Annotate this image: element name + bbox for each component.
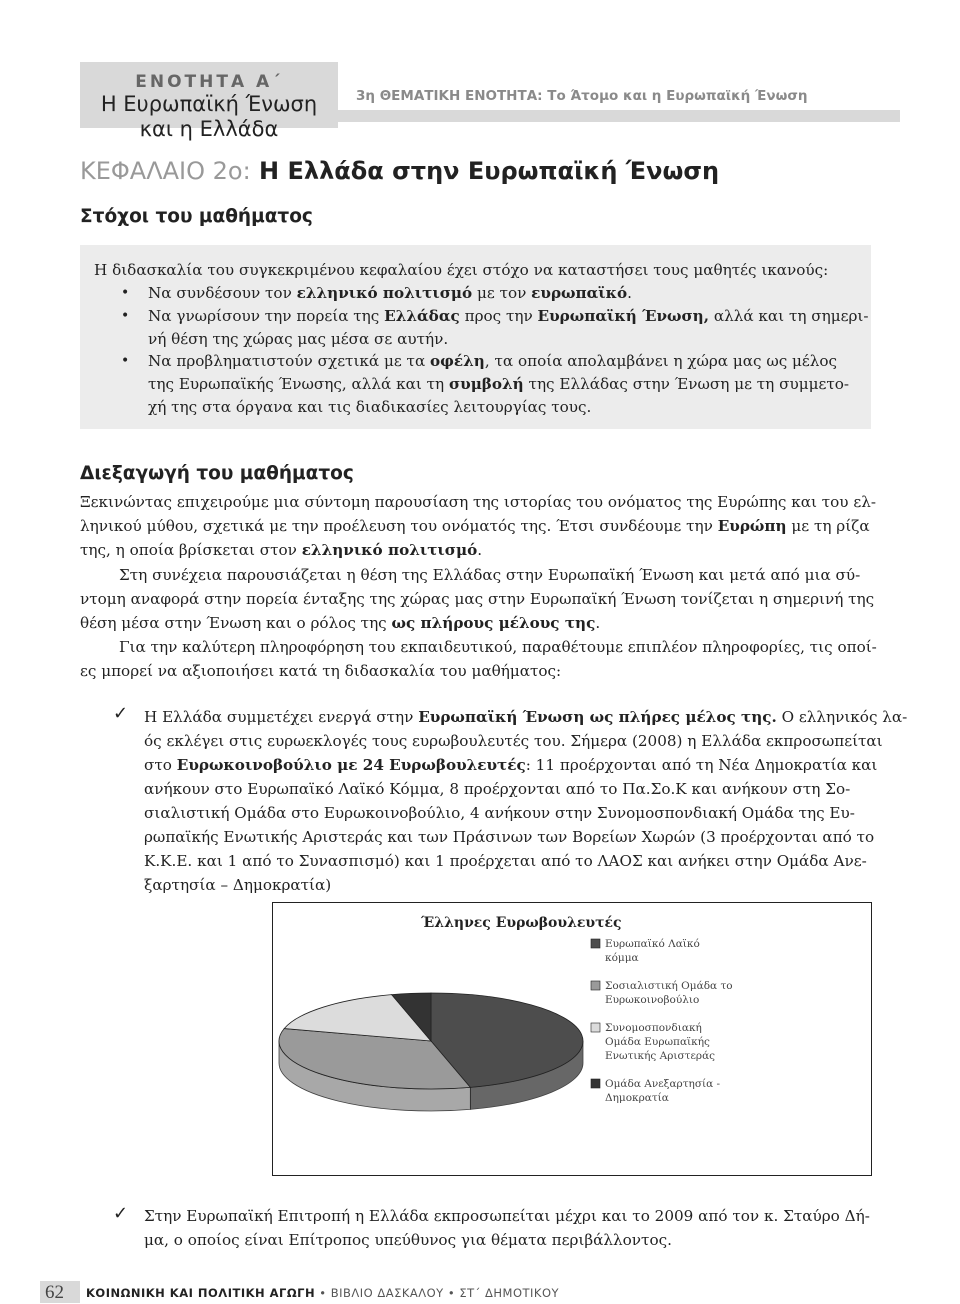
- legend-label-2: Ενωτικής Αριστεράς: [605, 1050, 716, 1062]
- conduct-p1-l3: της, η οποία βρίσκεται στον ελληνικό πολιτισμό.: [80, 541, 483, 559]
- conduct-p1-l2: ληνικού μύθου, σχετικά με την προέλευση του ονόματός της. Έτσι συνδέουμε την Ευρώπη με τη ρίζα: [80, 517, 870, 535]
- check1-l2: ός εκλέγει στις ευρωεκλογές τους ευρωβουλευτές του. Σήμερα (2008) η Ελλάδα εκπροσωπείται: [144, 732, 883, 750]
- check1-l6: ρωπαϊκής Ενωτικής Αριστεράς και των Πράσινων των Βορείων Χωρών (3 προέρχονται από το: [144, 828, 875, 846]
- legend-label-0: κόμμα: [605, 952, 639, 964]
- objective-2: Να γνωρίσουν την πορεία της Ελλάδας προς την Ευρωπαϊκή Ένωση, αλλά και τη σημερι-: [148, 307, 869, 325]
- footer-text: ΚΟΙΝΩΝΙΚΗ ΚΑΙ ΠΟΛΙΤΙΚΗ ΑΓΩΓΗ • ΒΙΒΛΙΟ ΔΑΣΚΑΛΟΥ • ΣΤ΄ ΔΗΜΟΤΙΚΟΥ: [86, 1286, 560, 1300]
- pie-chart: [272, 902, 872, 1176]
- legend-label-2: Συνομοσπονδιακή: [605, 1022, 702, 1034]
- chapter-prefix: ΚΕΦΑΛΑΙΟ 2ο:: [80, 157, 251, 185]
- legend-label-3: Ομάδα Ανεξαρτησία -: [605, 1078, 721, 1090]
- checkmark-icon: ✓: [113, 703, 129, 724]
- chapter-title-text: Η Ελλάδα στην Ευρωπαϊκή Ένωση: [250, 157, 720, 185]
- page-number: 62: [45, 1282, 64, 1303]
- objective-3-cont2: χή της στα όργανα και τις διαδικασίες λειτουργίας τους.: [148, 398, 592, 416]
- check1-l5: σιαλιστική Ομάδα στο Ευρωκοινοβούλιο, 4 ανήκουν στην Συνομοσπονδιακή Ομάδα της Ευ-: [144, 804, 855, 822]
- check1-l7: Κ.Κ.Ε. και 1 από το Συνασπισμό) και 1 προέρχεται από το ΛΑΟΣ και ανήκει στην Ομάδα Ανε-: [144, 852, 867, 870]
- objective-3: Να προβληματιστούν σχετικά με τα οφέλη, τα οποία απολαμβάνει η χώρα μας ως μέλος: [148, 352, 838, 370]
- objective-2-cont: νή θέση της χώρας μας μέσα σε αυτήν.: [148, 330, 449, 348]
- conduct-heading: Διεξαγωγή του μαθήματος: [80, 463, 354, 484]
- chapter-title: [80, 157, 719, 185]
- conduct-p3-l1: Για την καλύτερη πληροφόρηση του εκπαιδευτικού, παραθέτουμε επιπλέον πληροφορίες, τις οποί-: [119, 638, 877, 656]
- section-header: 3η ΘΕΜΑΤΙΚΗ ΕΝΟΤΗΤΑ: Το Άτομο και η Ευρωπαϊκή Ένωση: [356, 88, 808, 104]
- bullet-icon: •: [121, 285, 130, 301]
- check1-l4: ανήκουν στο Ευρωπαϊκό Λαϊκό Κόμμα, 8 προέρχονται από το Πα.Σο.Κ και ανήκουν στη Σο-: [144, 780, 851, 798]
- legend-label-0: Ευρωπαϊκό Λαϊκό: [605, 938, 700, 950]
- legend-label-1: Σοσιαλιστική Ομάδα το: [605, 980, 733, 992]
- conduct-p2-l1: Στη συνέχεια παρουσιάζεται η θέση της Ελλάδας στην Ευρωπαϊκή Ένωση και μετά από μια σύ-: [119, 566, 861, 584]
- unit-label: ΕΝΟΤΗΤΑ Α΄: [135, 72, 283, 92]
- conduct-p2-l3: θέση μέσα στην Ένωση και ο ρόλος της ως πλήρους μέλους της.: [80, 614, 601, 632]
- bullet-icon: •: [121, 308, 130, 324]
- conduct-p3-l2: ες μπορεί να αξιοποιήσει κατά τη διδασκαλία του μαθήματος:: [80, 662, 562, 680]
- legend-swatch-2: [591, 1023, 600, 1032]
- check1-l3: στο Ευρωκοινοβούλιο με 24 Ευρωβουλευτές: 11 προέρχονται από τη Νέα Δημοκρατία και: [144, 756, 878, 774]
- check2-l2: μα, ο οποίος είναι Επίτροπος υπεύθυνος για θέματα περιβάλλοντος.: [144, 1231, 672, 1249]
- unit-title-line2: και η Ελλάδα: [139, 117, 279, 141]
- legend-swatch-0: [591, 939, 600, 948]
- check1-l8: ξαρτησία – Δημοκρατία): [144, 876, 332, 894]
- legend-label-3: Δημοκρατία: [605, 1092, 669, 1104]
- chart-title: Έλληνες Ευρωβουλευτές: [421, 915, 622, 931]
- conduct-p2-l2: ντομη αναφορά στην πορεία ένταξης της χώρας μας στην Ευρωπαϊκή Ένωση τονίζεται η σημερινή της: [80, 590, 875, 608]
- objectives-heading: Στόχοι του μαθήματος: [80, 206, 313, 227]
- conduct-p1-l1: Ξεκινώντας επιχειρούμε μια σύντομη παρουσίαση της ιστορίας του ονόματος της Ευρώπης και του ελ-: [80, 493, 876, 511]
- legend-swatch-1: [591, 981, 600, 990]
- checkmark-icon: ✓: [113, 1203, 129, 1224]
- unit-title-line1: Η Ευρωπαϊκή Ένωση: [100, 92, 318, 116]
- objective-3-cont: της Ευρωπαϊκής Ένωσης, αλλά και τη συμβολή της Ελλάδας στην Ένωση με τη συμμετο-: [148, 375, 849, 393]
- check1-l1: Η Ελλάδα συμμετέχει ενεργά στην Ευρωπαϊκή Ένωση ως πλήρες μέλος της. Ο ελληνικός λα-: [144, 708, 908, 726]
- bullet-icon: •: [121, 353, 130, 369]
- legend-label-2: Ομάδα Ευρωπαϊκής: [605, 1036, 710, 1048]
- header-rule: [338, 110, 900, 122]
- objectives-intro: Η διδασκαλία του συγκεκριμένου κεφαλαίου έχει στόχο να καταστήσει τους μαθητές ικανούς:: [94, 261, 829, 279]
- objective-1: Να συνδέσουν τον ελληνικό πολιτισμό με τον ευρωπαϊκό.: [148, 284, 632, 302]
- legend-label-1: Ευρωκοινοβούλιο: [605, 994, 700, 1006]
- check2-l1: Στην Ευρωπαϊκή Επιτροπή η Ελλάδα εκπροσωπείται μέχρι και το 2009 από τον κ. Σταύρο Δή-: [144, 1207, 870, 1225]
- legend-swatch-3: [591, 1079, 600, 1088]
- pie-chart-svg: [273, 903, 871, 1175]
